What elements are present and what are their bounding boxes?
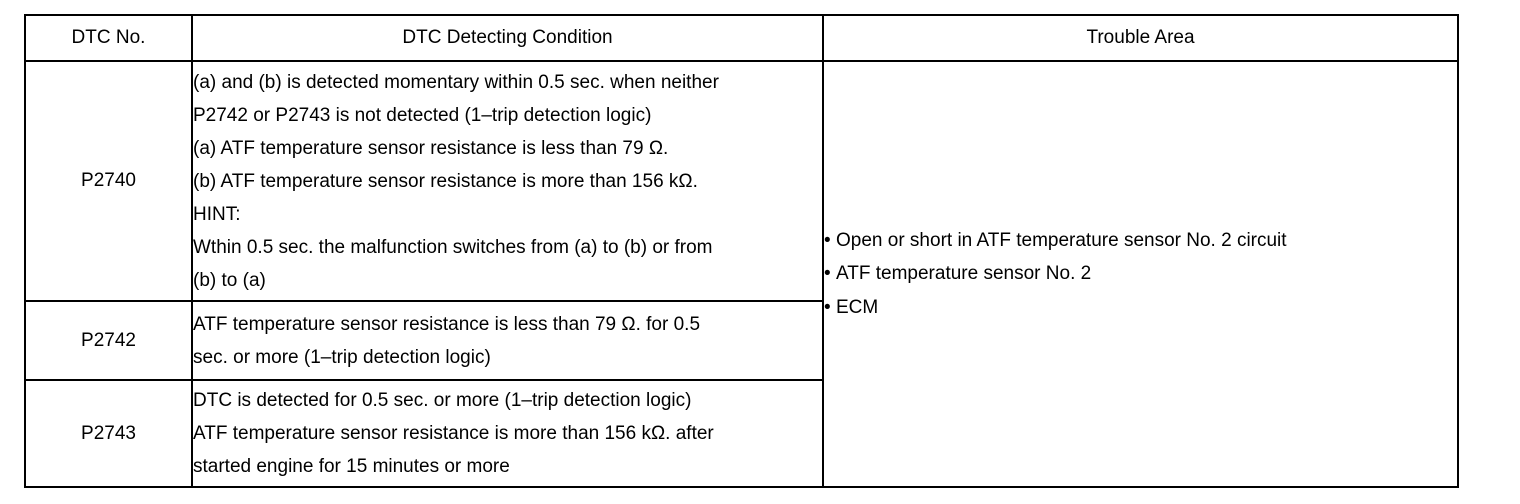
bullet-icon: •: [824, 296, 831, 318]
detecting-condition: [192, 61, 823, 301]
dtc-number: P2740: [25, 61, 192, 301]
bullet-icon: •: [824, 229, 831, 251]
trouble-area-cell: [823, 61, 1458, 487]
trouble-area-item: [824, 224, 1457, 258]
condition-line: (a) and (b) is detected momentary within 0.5 sec. when neither: [193, 71, 719, 93]
trouble-area-text: Open or short in ATF temperature sensor No. 2 circuit: [836, 229, 1287, 251]
condition-line: ATF temperature sensor resistance is more than 156 kΩ. after: [193, 423, 714, 444]
table-row: [25, 61, 1458, 301]
condition-line: ATF temperature sensor resistance is less than 79 Ω. for 0.5: [193, 313, 701, 335]
trouble-area-item: [824, 291, 1457, 325]
condition-line: (b) to (a): [193, 269, 266, 291]
header-dtc-no: DTC No.: [25, 15, 192, 61]
condition-line: sec. or more (1–trip detection logic): [193, 346, 491, 368]
condition-line: HINT:: [193, 203, 241, 225]
detecting-condition: [192, 301, 823, 380]
condition-line: P2742 or P2743 is not detected (1–trip detection logic): [193, 104, 652, 126]
detecting-condition: [192, 380, 823, 487]
dtc-number: P2742: [25, 301, 192, 380]
condition-line: Wthin 0.5 sec. the malfunction switches from (a) to (b) or from: [193, 236, 713, 258]
bullet-icon: •: [824, 263, 831, 285]
dtc-table: [24, 14, 1459, 488]
trouble-area-text: ECM: [836, 296, 879, 318]
trouble-area-item: [824, 257, 1457, 291]
trouble-area-text: ATF temperature sensor No. 2: [836, 263, 1092, 285]
dtc-number: P2743: [25, 380, 192, 487]
header-trouble-area: Trouble Area: [823, 15, 1458, 61]
condition-line: started engine for 15 minutes or more: [193, 456, 510, 477]
condition-line: DTC is detected for 0.5 sec. or more (1–trip detection logic): [193, 390, 692, 411]
condition-line: (a) ATF temperature sensor resistance is less than 79 Ω.: [193, 137, 669, 159]
header-row: [25, 15, 1458, 61]
header-detecting-condition: DTC Detecting Condition: [192, 15, 823, 61]
condition-line: (b) ATF temperature sensor resistance is more than 156 kΩ.: [193, 170, 698, 192]
